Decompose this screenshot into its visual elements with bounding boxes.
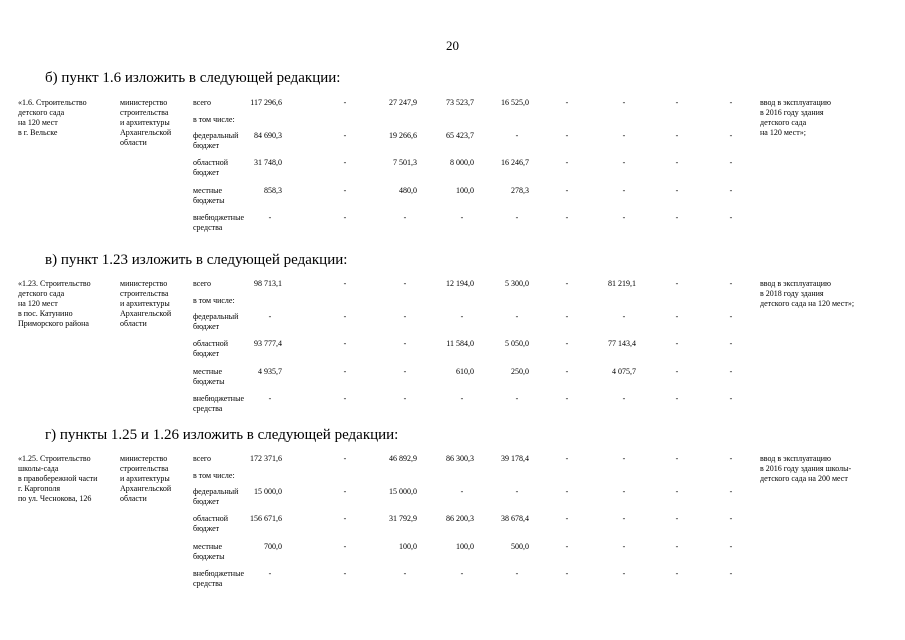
table-cell-empty: -: [565, 569, 569, 578]
table-cell-empty: -: [565, 367, 569, 376]
table-cell-value: 12 194,0: [446, 279, 474, 288]
section-heading: в) пункт 1.23 изложить в следующей редакции:: [45, 252, 348, 268]
funding-source: внебюджетные средства: [193, 569, 244, 588]
table-cell-empty: -: [622, 213, 626, 222]
table-cell-value: 15 000,0: [389, 487, 417, 496]
item-title: «1.6. Строительство детского сада на 120 мест в г. Вельске: [18, 98, 87, 137]
table-cell-empty: -: [268, 394, 272, 403]
table-cell-empty: -: [343, 186, 347, 195]
table-cell-value: 84 690,3: [254, 131, 282, 140]
table-cell-value: 11 584,0: [446, 339, 474, 348]
table-cell-value: 86 300,3: [446, 454, 474, 463]
table-cell-empty: -: [460, 569, 464, 578]
table-cell-empty: -: [675, 279, 679, 288]
expected-result: ввод в эксплуатацию в 2018 году здания детского сада на 120 мест»;: [760, 279, 855, 308]
expected-result: ввод в эксплуатацию в 2016 году здания школы- детского сада на 200 мест: [760, 454, 852, 483]
table-cell-empty: -: [675, 487, 679, 496]
table-cell-empty: -: [343, 279, 347, 288]
table-cell-empty: -: [343, 367, 347, 376]
table-cell-empty: -: [515, 213, 519, 222]
funding-source: в том числе:: [193, 471, 235, 480]
table-cell-empty: -: [675, 312, 679, 321]
table-cell-value: 27 247,9: [389, 98, 417, 107]
page-number: 20: [446, 38, 459, 53]
table-cell-value: 250,0: [511, 367, 529, 376]
table-cell-empty: -: [729, 213, 733, 222]
table-cell-value: 610,0: [456, 367, 474, 376]
table-cell-empty: -: [622, 514, 626, 523]
table-cell-empty: -: [622, 158, 626, 167]
table-cell-empty: -: [565, 394, 569, 403]
funding-source: областной бюджет: [193, 339, 229, 358]
table-cell-empty: -: [622, 312, 626, 321]
table-cell-empty: -: [675, 454, 679, 463]
funding-source: федеральный бюджет: [193, 312, 239, 331]
table-cell-empty: -: [565, 514, 569, 523]
table-cell-value: 500,0: [511, 542, 529, 551]
table-cell-empty: -: [343, 98, 347, 107]
table-cell-empty: -: [403, 367, 407, 376]
table-cell-empty: -: [729, 487, 733, 496]
table-cell-empty: -: [565, 339, 569, 348]
table-cell-empty: -: [622, 394, 626, 403]
table-cell-empty: -: [622, 98, 626, 107]
funding-source: местные бюджеты: [193, 367, 225, 386]
executor: министерство строительства и архитектуры Архангельской области: [120, 279, 172, 328]
table-cell-value: 16 246,7: [501, 158, 529, 167]
table-cell-empty: -: [515, 394, 519, 403]
table-cell-empty: -: [343, 312, 347, 321]
table-cell-empty: -: [403, 279, 407, 288]
table-cell-empty: -: [515, 312, 519, 321]
table-cell-empty: -: [729, 394, 733, 403]
table-cell-value: 77 143,4: [608, 339, 636, 348]
table-cell-value: 100,0: [456, 542, 474, 551]
funding-source: внебюджетные средства: [193, 213, 244, 232]
table-cell-empty: -: [268, 312, 272, 321]
funding-source: внебюджетные средства: [193, 394, 244, 413]
funding-source: всего: [193, 454, 212, 463]
table-cell-value: 38 678,4: [501, 514, 529, 523]
table-cell-empty: -: [622, 454, 626, 463]
table-cell-empty: -: [403, 339, 407, 348]
table-cell-empty: -: [729, 542, 733, 551]
table-cell-empty: -: [403, 213, 407, 222]
table-cell-empty: -: [343, 131, 347, 140]
table-cell-value: 31 792,9: [389, 514, 417, 523]
item-title: «1.23. Строительство детского сада на 120 мест в пос. Катунино Приморского района: [18, 279, 91, 328]
table-cell-empty: -: [729, 279, 733, 288]
table-cell-empty: -: [729, 339, 733, 348]
table-cell-empty: -: [343, 158, 347, 167]
table-cell-empty: -: [675, 542, 679, 551]
table-cell-empty: -: [460, 394, 464, 403]
table-cell-value: 480,0: [399, 186, 417, 195]
funding-source: в том числе:: [193, 115, 235, 124]
table-cell-empty: -: [675, 394, 679, 403]
funding-source: областной бюджет: [193, 514, 229, 533]
funding-source: всего: [193, 98, 212, 107]
executor: министерство строительства и архитектуры Архангельской области: [120, 454, 172, 503]
table-cell-value: 16 525,0: [501, 98, 529, 107]
funding-source: всего: [193, 279, 212, 288]
table-cell-value: 93 777,4: [254, 339, 282, 348]
table-cell-empty: -: [515, 487, 519, 496]
table-cell-empty: -: [343, 514, 347, 523]
table-cell-empty: -: [565, 213, 569, 222]
table-cell-empty: -: [343, 213, 347, 222]
table-cell-empty: -: [565, 98, 569, 107]
table-cell-value: 31 748,0: [254, 158, 282, 167]
table-cell-value: 100,0: [399, 542, 417, 551]
table-cell-empty: -: [729, 514, 733, 523]
table-cell-value: 858,3: [264, 186, 282, 195]
table-cell-empty: -: [729, 158, 733, 167]
table-cell-empty: -: [675, 186, 679, 195]
table-cell-empty: -: [565, 542, 569, 551]
table-cell-empty: -: [729, 569, 733, 578]
table-cell-value: 100,0: [456, 186, 474, 195]
table-cell-value: 65 423,7: [446, 131, 474, 140]
funding-source: в том числе:: [193, 296, 235, 305]
table-cell-empty: -: [729, 98, 733, 107]
table-cell-empty: -: [622, 569, 626, 578]
table-cell-empty: -: [729, 131, 733, 140]
table-cell-empty: -: [403, 312, 407, 321]
table-cell-value: 81 219,1: [608, 279, 636, 288]
table-cell-value: 19 266,6: [389, 131, 417, 140]
table-cell-empty: -: [343, 394, 347, 403]
table-cell-empty: -: [403, 394, 407, 403]
table-cell-value: 5 300,0: [505, 279, 529, 288]
table-cell-value: 73 523,7: [446, 98, 474, 107]
funding-source: федеральный бюджет: [193, 131, 239, 150]
table-cell-empty: -: [675, 339, 679, 348]
table-cell-empty: -: [343, 339, 347, 348]
table-cell-empty: -: [403, 569, 407, 578]
executor: министерство строительства и архитектуры Архангельской области: [120, 98, 172, 147]
table-cell-value: 4 935,7: [258, 367, 282, 376]
table-cell-empty: -: [565, 454, 569, 463]
table-cell-empty: -: [729, 367, 733, 376]
table-cell-value: 278,3: [511, 186, 529, 195]
table-cell-empty: -: [343, 542, 347, 551]
table-cell-empty: -: [343, 454, 347, 463]
funding-source: федеральный бюджет: [193, 487, 239, 506]
funding-source: местные бюджеты: [193, 186, 225, 205]
table-cell-value: 700,0: [264, 542, 282, 551]
table-cell-empty: -: [460, 312, 464, 321]
table-cell-value: 15 000,0: [254, 487, 282, 496]
table-cell-empty: -: [675, 367, 679, 376]
table-cell-empty: -: [268, 569, 272, 578]
table-cell-value: 7 501,3: [393, 158, 417, 167]
table-cell-empty: -: [565, 279, 569, 288]
table-cell-empty: -: [268, 213, 272, 222]
table-cell-empty: -: [622, 186, 626, 195]
table-cell-value: 86 200,3: [446, 514, 474, 523]
table-cell-empty: -: [460, 213, 464, 222]
funding-source: местные бюджеты: [193, 542, 225, 561]
funding-source: областной бюджет: [193, 158, 229, 177]
table-cell-empty: -: [675, 158, 679, 167]
table-cell-empty: -: [565, 487, 569, 496]
table-cell-empty: -: [729, 312, 733, 321]
section-heading: б) пункт 1.6 изложить в следующей редакции:: [45, 70, 341, 86]
table-cell-empty: -: [675, 213, 679, 222]
table-cell-value: 156 671,6: [250, 514, 282, 523]
table-cell-empty: -: [565, 186, 569, 195]
table-cell-empty: -: [565, 158, 569, 167]
table-cell-empty: -: [622, 542, 626, 551]
table-cell-value: 4 075,7: [612, 367, 636, 376]
table-cell-empty: -: [460, 487, 464, 496]
table-cell-value: 5 050,0: [505, 339, 529, 348]
table-cell-empty: -: [343, 487, 347, 496]
table-cell-value: 98 713,1: [254, 279, 282, 288]
table-cell-empty: -: [675, 98, 679, 107]
table-cell-empty: -: [622, 131, 626, 140]
table-cell-value: 172 371,6: [250, 454, 282, 463]
table-cell-empty: -: [675, 514, 679, 523]
table-cell-empty: -: [565, 131, 569, 140]
table-cell-value: 117 296,6: [250, 98, 282, 107]
table-cell-empty: -: [729, 454, 733, 463]
table-cell-value: 39 178,4: [501, 454, 529, 463]
table-cell-empty: -: [565, 312, 569, 321]
table-cell-empty: -: [343, 569, 347, 578]
table-cell-empty: -: [675, 569, 679, 578]
table-cell-value: 8 000,0: [450, 158, 474, 167]
table-cell-empty: -: [515, 131, 519, 140]
section-heading: г) пункты 1.25 и 1.26 изложить в следующей редакции:: [45, 427, 399, 443]
table-cell-empty: -: [675, 131, 679, 140]
table-cell-empty: -: [515, 569, 519, 578]
table-cell-value: 46 892,9: [389, 454, 417, 463]
table-cell-empty: -: [729, 186, 733, 195]
expected-result: ввод в эксплуатацию в 2016 году здания детского сада на 120 мест»;: [760, 98, 831, 137]
table-cell-empty: -: [622, 487, 626, 496]
item-title: «1.25. Строительство школы-сада в правобережной части г. Каргополя по ул. Чеснокова, 126: [18, 454, 98, 503]
